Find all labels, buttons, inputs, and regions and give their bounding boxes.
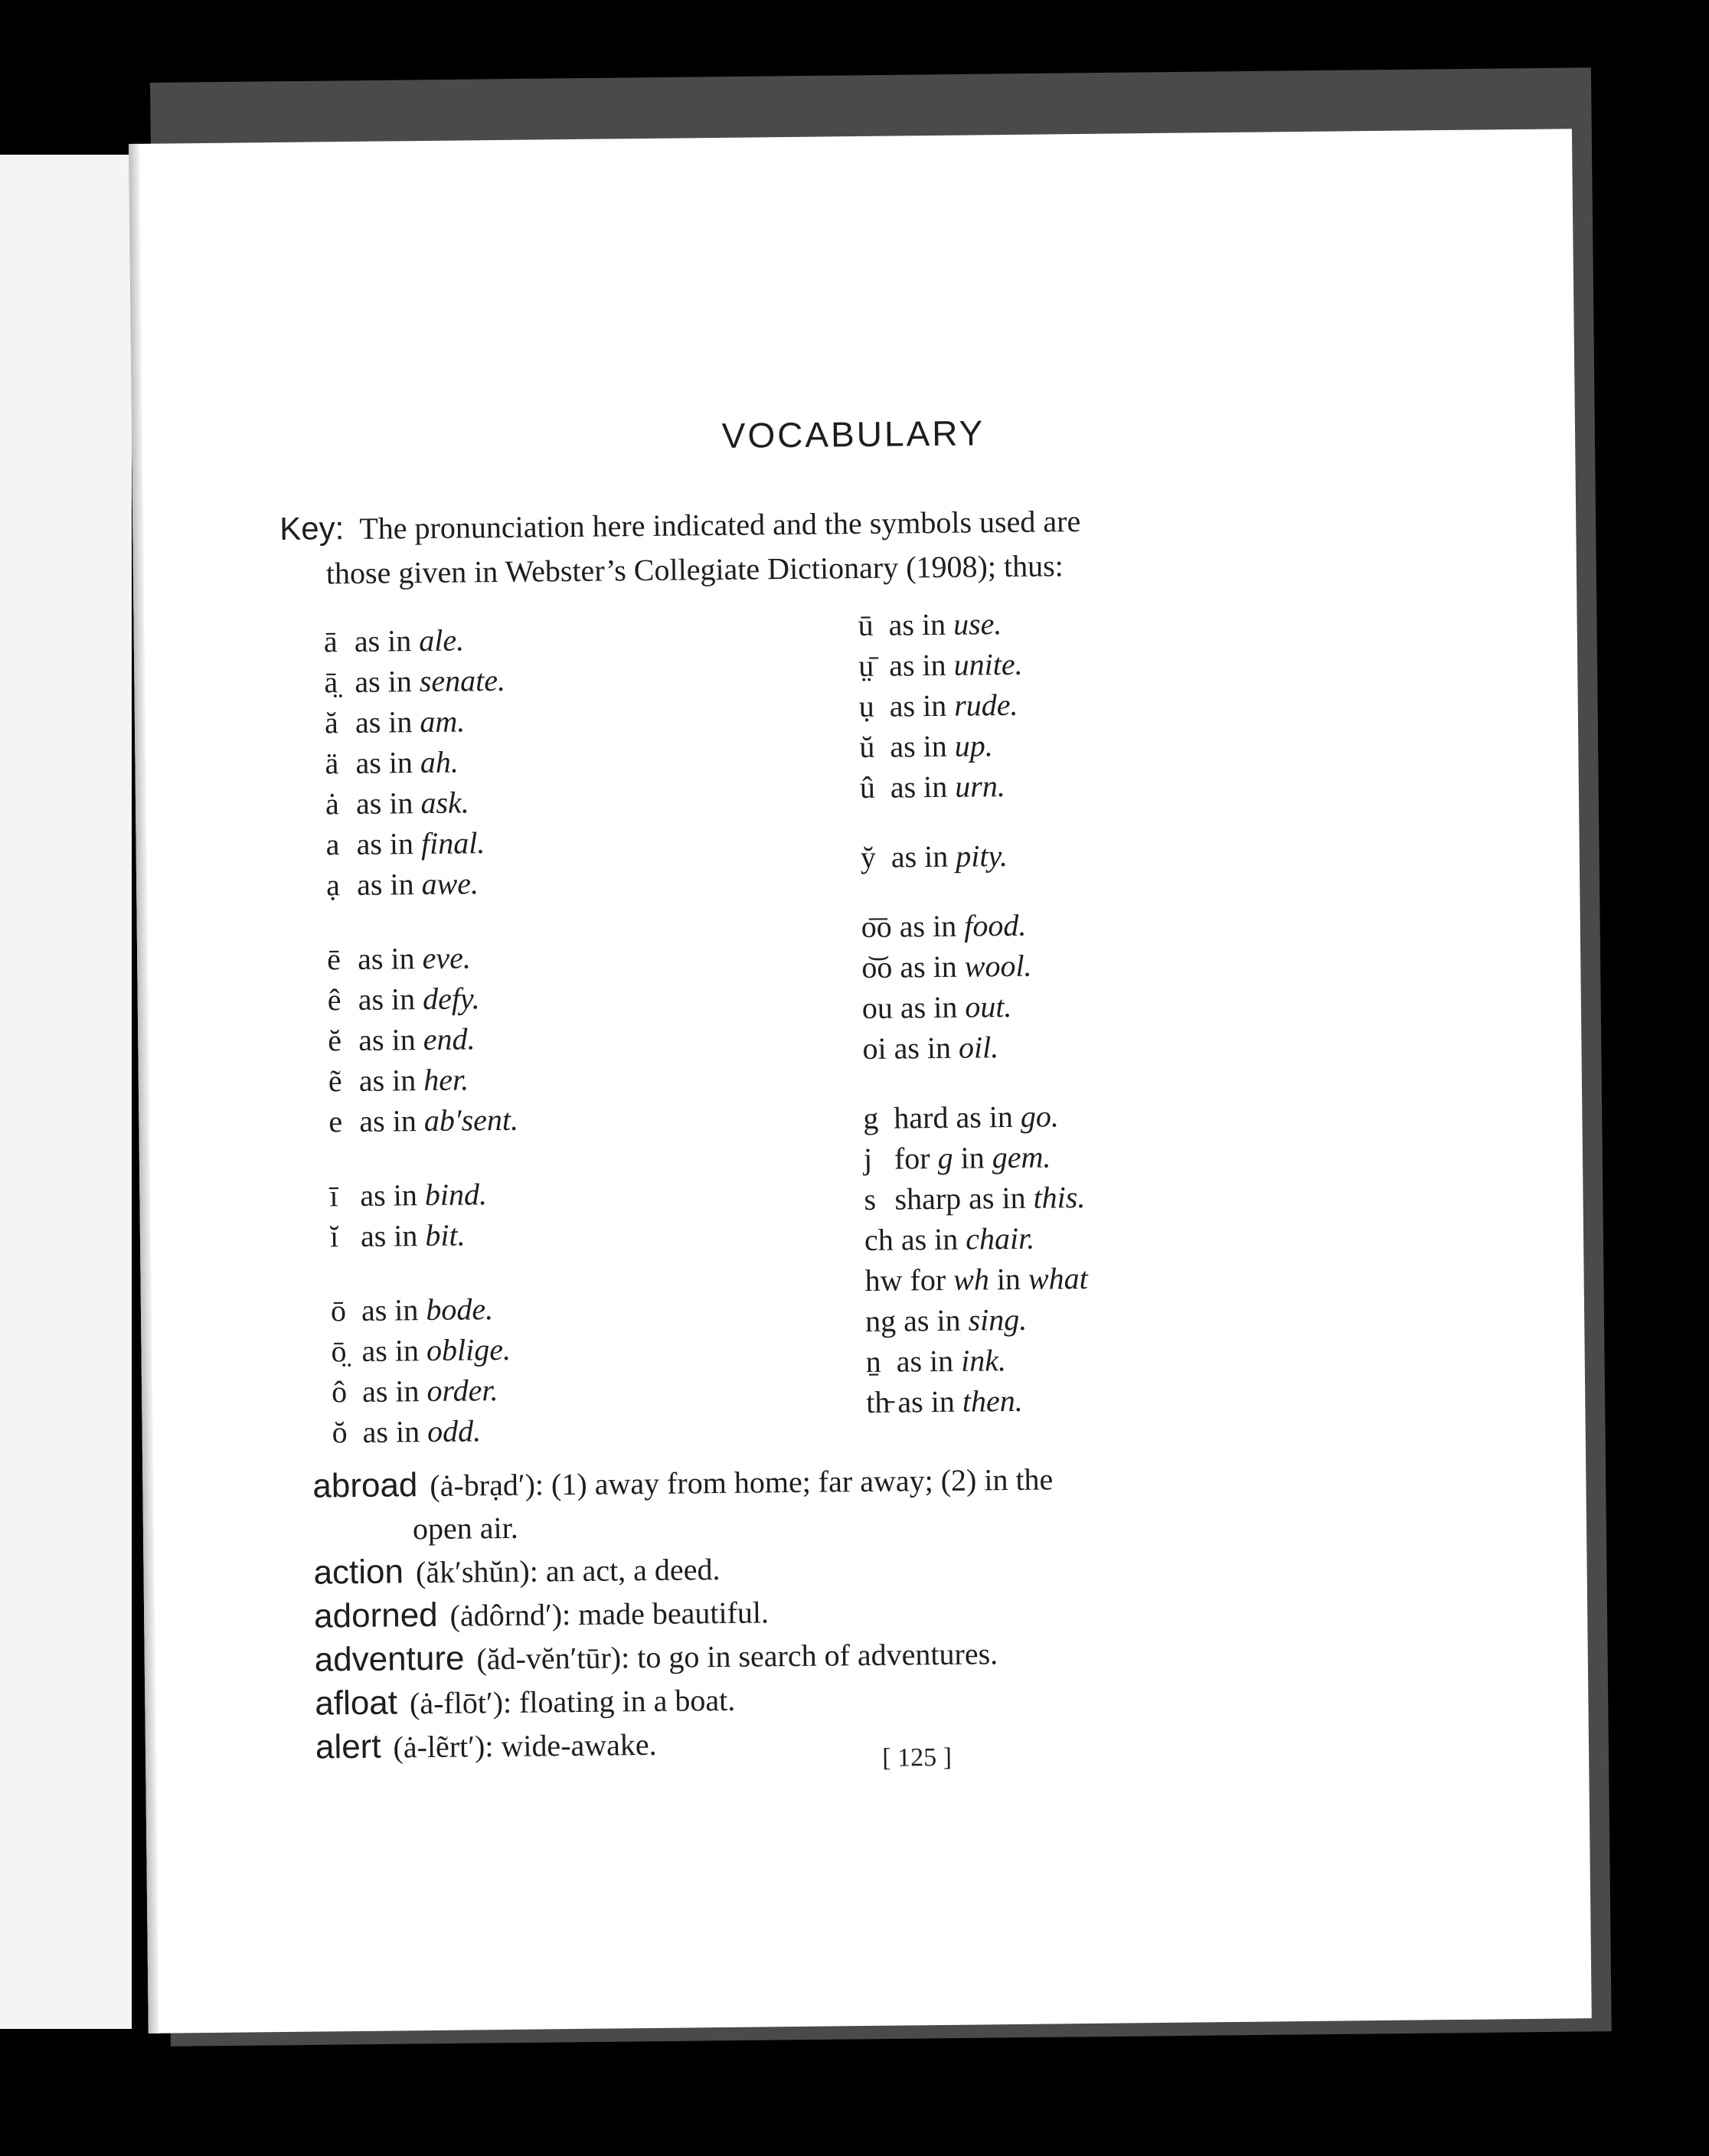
entry-word: action <box>313 1553 404 1592</box>
key-text: for <box>910 1262 946 1298</box>
key-text: as in <box>360 1218 418 1253</box>
key-row <box>332 1370 521 1413</box>
key-symbol: ä <box>325 746 339 781</box>
group-spacer <box>329 1140 519 1176</box>
key-text: as in <box>900 949 957 985</box>
key-text: as in <box>361 1374 420 1409</box>
key-example: oblige. <box>426 1331 511 1368</box>
key-example: awe. <box>421 866 479 902</box>
entry-pronunciation: (ȧ-lẽrt′): <box>393 1729 494 1765</box>
key-example: bind. <box>424 1177 488 1213</box>
facing-page-edge <box>0 155 132 2029</box>
entry-pronunciation: (ȧdôrnd′): <box>449 1597 571 1633</box>
key-symbol: g <box>863 1100 879 1136</box>
key-symbol: ẽ <box>328 1063 342 1099</box>
key-row <box>327 937 517 980</box>
entry-pronunciation: (ȧ-brạd′): <box>430 1467 544 1503</box>
key-example: go. <box>1020 1099 1060 1134</box>
entry-word: afloat <box>315 1684 398 1723</box>
key-row <box>326 863 516 906</box>
key-example: ask. <box>420 785 470 821</box>
key-example: food. <box>963 907 1027 943</box>
key-text: as in <box>888 606 946 642</box>
key-row <box>324 660 514 703</box>
key-symbol: ô <box>331 1374 348 1410</box>
key-text: as in <box>355 745 413 780</box>
key-row <box>861 945 1085 988</box>
key-symbol: s <box>864 1181 877 1217</box>
key-symbol: ē <box>326 942 341 977</box>
key-example: out. <box>965 988 1012 1024</box>
key-row <box>325 741 515 784</box>
key-example: eve. <box>422 940 472 976</box>
key-row <box>328 1099 518 1142</box>
group-spacer <box>330 1255 520 1291</box>
key-symbol: hw <box>864 1263 903 1298</box>
key-example: up. <box>954 728 993 763</box>
key-symbol: ā <box>323 624 338 659</box>
key-row <box>864 1258 1088 1301</box>
key-label: Key: <box>279 510 345 547</box>
key-example: then. <box>962 1383 1023 1419</box>
entry-word: alert <box>315 1727 381 1766</box>
key-row <box>330 1214 520 1257</box>
key-example: bit. <box>425 1217 466 1253</box>
key-example: ink. <box>960 1343 1007 1378</box>
key-text: as in <box>896 1343 954 1379</box>
key-symbol: û <box>859 769 876 805</box>
key-example: senate. <box>419 662 506 699</box>
key-symbol: oi <box>862 1031 887 1067</box>
entry-pronunciation: (ȧ-flōt′): <box>409 1684 512 1721</box>
vocabulary-entries <box>312 1453 1464 1770</box>
key-row <box>859 724 1083 767</box>
key-row <box>866 1380 1090 1423</box>
key-example: g <box>937 1140 953 1176</box>
key-row <box>862 1026 1086 1069</box>
key-example: ale. <box>419 622 465 658</box>
key-example: wh <box>953 1262 990 1297</box>
key-example: pity. <box>956 838 1008 874</box>
entry-continuation: open air. <box>412 1510 518 1547</box>
key-symbol: ng <box>864 1303 897 1339</box>
key-text: in <box>960 1140 985 1175</box>
entry-definition: wide-awake. <box>501 1726 657 1764</box>
key-row <box>865 1298 1089 1341</box>
key-example: am. <box>420 704 466 740</box>
key-symbol: ō̤ <box>331 1334 347 1369</box>
key-symbol: ŏ <box>332 1415 348 1450</box>
entry-word: abroad <box>312 1466 418 1505</box>
key-text: as in <box>897 1383 956 1419</box>
key-text: as in <box>362 1414 420 1449</box>
key-row <box>864 1177 1087 1220</box>
key-symbol: ū <box>858 607 874 643</box>
page-number: [ 125 ] <box>882 1743 953 1772</box>
key-row <box>864 1136 1087 1179</box>
key-symbol: ĕ <box>328 1023 342 1058</box>
key-symbol: ṉ <box>865 1344 881 1380</box>
key-symbol: ŭ <box>859 729 875 765</box>
key-text: as in <box>355 704 413 740</box>
key-text: as in <box>356 867 414 902</box>
key-text: as in <box>888 647 946 683</box>
key-symbol: ĭ <box>329 1219 339 1254</box>
key-example: order. <box>426 1373 498 1409</box>
key-text: in <box>996 1261 1021 1297</box>
key-text: as in <box>889 688 947 724</box>
key-row <box>332 1410 521 1453</box>
entry-word: adventure <box>314 1639 465 1679</box>
key-symbol: ou <box>861 990 894 1026</box>
key-text: as in <box>358 982 416 1017</box>
book-page <box>129 129 1592 2034</box>
key-row <box>863 1096 1087 1138</box>
key-row <box>858 603 1081 645</box>
key-row <box>325 782 515 825</box>
group-spacer <box>861 875 1084 906</box>
key-example: chair. <box>966 1220 1035 1256</box>
key-text: hard as in <box>894 1099 1014 1135</box>
key-example: use. <box>953 606 1002 642</box>
key-symbol: y̆ <box>860 839 877 875</box>
key-text: as in <box>890 728 947 764</box>
key-text: as in <box>357 941 415 976</box>
key-text: sharp as in <box>894 1180 1026 1217</box>
entry-pronunciation: (ăd-vĕn′tūr): <box>476 1640 630 1677</box>
key-column-left <box>324 619 522 1453</box>
key-text: as in <box>360 1178 418 1213</box>
key-example: her. <box>423 1062 469 1098</box>
key-row <box>865 1339 1089 1382</box>
key-example: defy. <box>422 981 480 1017</box>
key-example: urn. <box>955 769 1006 804</box>
key-text: as in <box>903 1302 961 1338</box>
key-symbol: ā̤ <box>324 665 338 700</box>
key-example: gem. <box>992 1139 1051 1175</box>
key-line-2: those given in Webster’s Collegiate Dictionary (1908); thus: <box>325 548 1064 591</box>
key-symbol: ī <box>329 1178 338 1214</box>
key-text: as in <box>899 908 957 944</box>
key-row <box>325 822 515 865</box>
group-spacer <box>863 1067 1087 1098</box>
key-example: rude. <box>953 687 1018 723</box>
key-symbol: ȧ <box>325 786 340 822</box>
key-symbol: th̵ <box>866 1384 890 1420</box>
key-symbol: ạ <box>325 867 341 903</box>
key-column-right <box>858 603 1089 1423</box>
key-row <box>329 1174 519 1217</box>
key-symbol: e <box>328 1104 343 1139</box>
entry-definition: made beautiful. <box>577 1595 770 1632</box>
key-example: wool. <box>964 948 1032 984</box>
key-example: ah. <box>420 744 459 780</box>
key-row <box>858 684 1082 727</box>
key-text: as in <box>355 786 413 821</box>
key-text: as in <box>358 1063 417 1098</box>
key-row <box>860 765 1083 808</box>
key-text: as in <box>894 1030 952 1066</box>
key-row <box>331 1329 521 1372</box>
key-symbol: ṳ̄ <box>858 648 874 684</box>
entry-pronunciation: (ăk′shŭn): <box>415 1553 539 1590</box>
key-symbol: o͝o <box>861 949 893 985</box>
key-row <box>861 904 1084 947</box>
entry-word: adorned <box>313 1596 438 1635</box>
key-text: as in <box>361 1292 419 1328</box>
key-text: as in <box>890 838 949 874</box>
key-example: this. <box>1033 1179 1086 1215</box>
key-row <box>861 835 1084 877</box>
entry-definition: floating in a boat. <box>518 1682 736 1720</box>
group-spacer <box>326 903 516 939</box>
key-example: what <box>1028 1260 1088 1296</box>
pronunciation-key-intro <box>279 495 1398 596</box>
key-example: sing. <box>968 1302 1028 1338</box>
key-symbol: j <box>863 1141 873 1177</box>
entry-definition: an act, a deed. <box>545 1552 721 1589</box>
key-text: as in <box>890 769 948 805</box>
key-symbol: o͞o <box>861 909 892 945</box>
key-example: final. <box>420 825 485 861</box>
key-symbol: ê <box>327 982 341 1018</box>
key-example: ab′sent. <box>423 1102 519 1138</box>
entry-definition: to go in search of adventures. <box>636 1636 998 1675</box>
group-spacer <box>860 805 1083 837</box>
key-row <box>328 1059 518 1102</box>
key-row <box>858 643 1082 686</box>
key-row <box>327 978 517 1021</box>
key-symbol: a <box>325 827 340 862</box>
key-text: as in <box>354 623 412 658</box>
key-example: odd. <box>426 1413 482 1449</box>
key-row <box>328 1018 518 1061</box>
key-row <box>324 619 514 662</box>
key-symbol: ă <box>324 705 338 740</box>
key-row <box>331 1289 521 1331</box>
key-row <box>862 985 1086 1028</box>
key-symbol: ụ <box>858 688 874 724</box>
key-text: as in <box>355 664 413 699</box>
key-line-1: The pronunciation here indicated and the symbols used are <box>359 504 1081 546</box>
key-example: end. <box>423 1021 475 1057</box>
key-text: as in <box>900 989 958 1025</box>
key-symbol: ō <box>330 1293 347 1328</box>
key-text: as in <box>358 1022 416 1057</box>
key-text: as in <box>356 826 414 861</box>
key-example: bode. <box>426 1292 494 1328</box>
page-title: VOCABULARY <box>721 413 985 456</box>
key-text: as in <box>359 1103 417 1138</box>
key-row <box>864 1217 1088 1260</box>
key-text: as in <box>900 1221 959 1257</box>
key-text: as in <box>361 1333 420 1368</box>
entry-definition: (1) away from home; far away; (2) in the <box>551 1462 1054 1502</box>
key-example: unite. <box>953 646 1023 682</box>
key-symbol: ch <box>864 1222 894 1258</box>
key-text: for <box>894 1141 930 1176</box>
key-row <box>325 701 515 743</box>
key-example: oil. <box>958 1030 999 1065</box>
